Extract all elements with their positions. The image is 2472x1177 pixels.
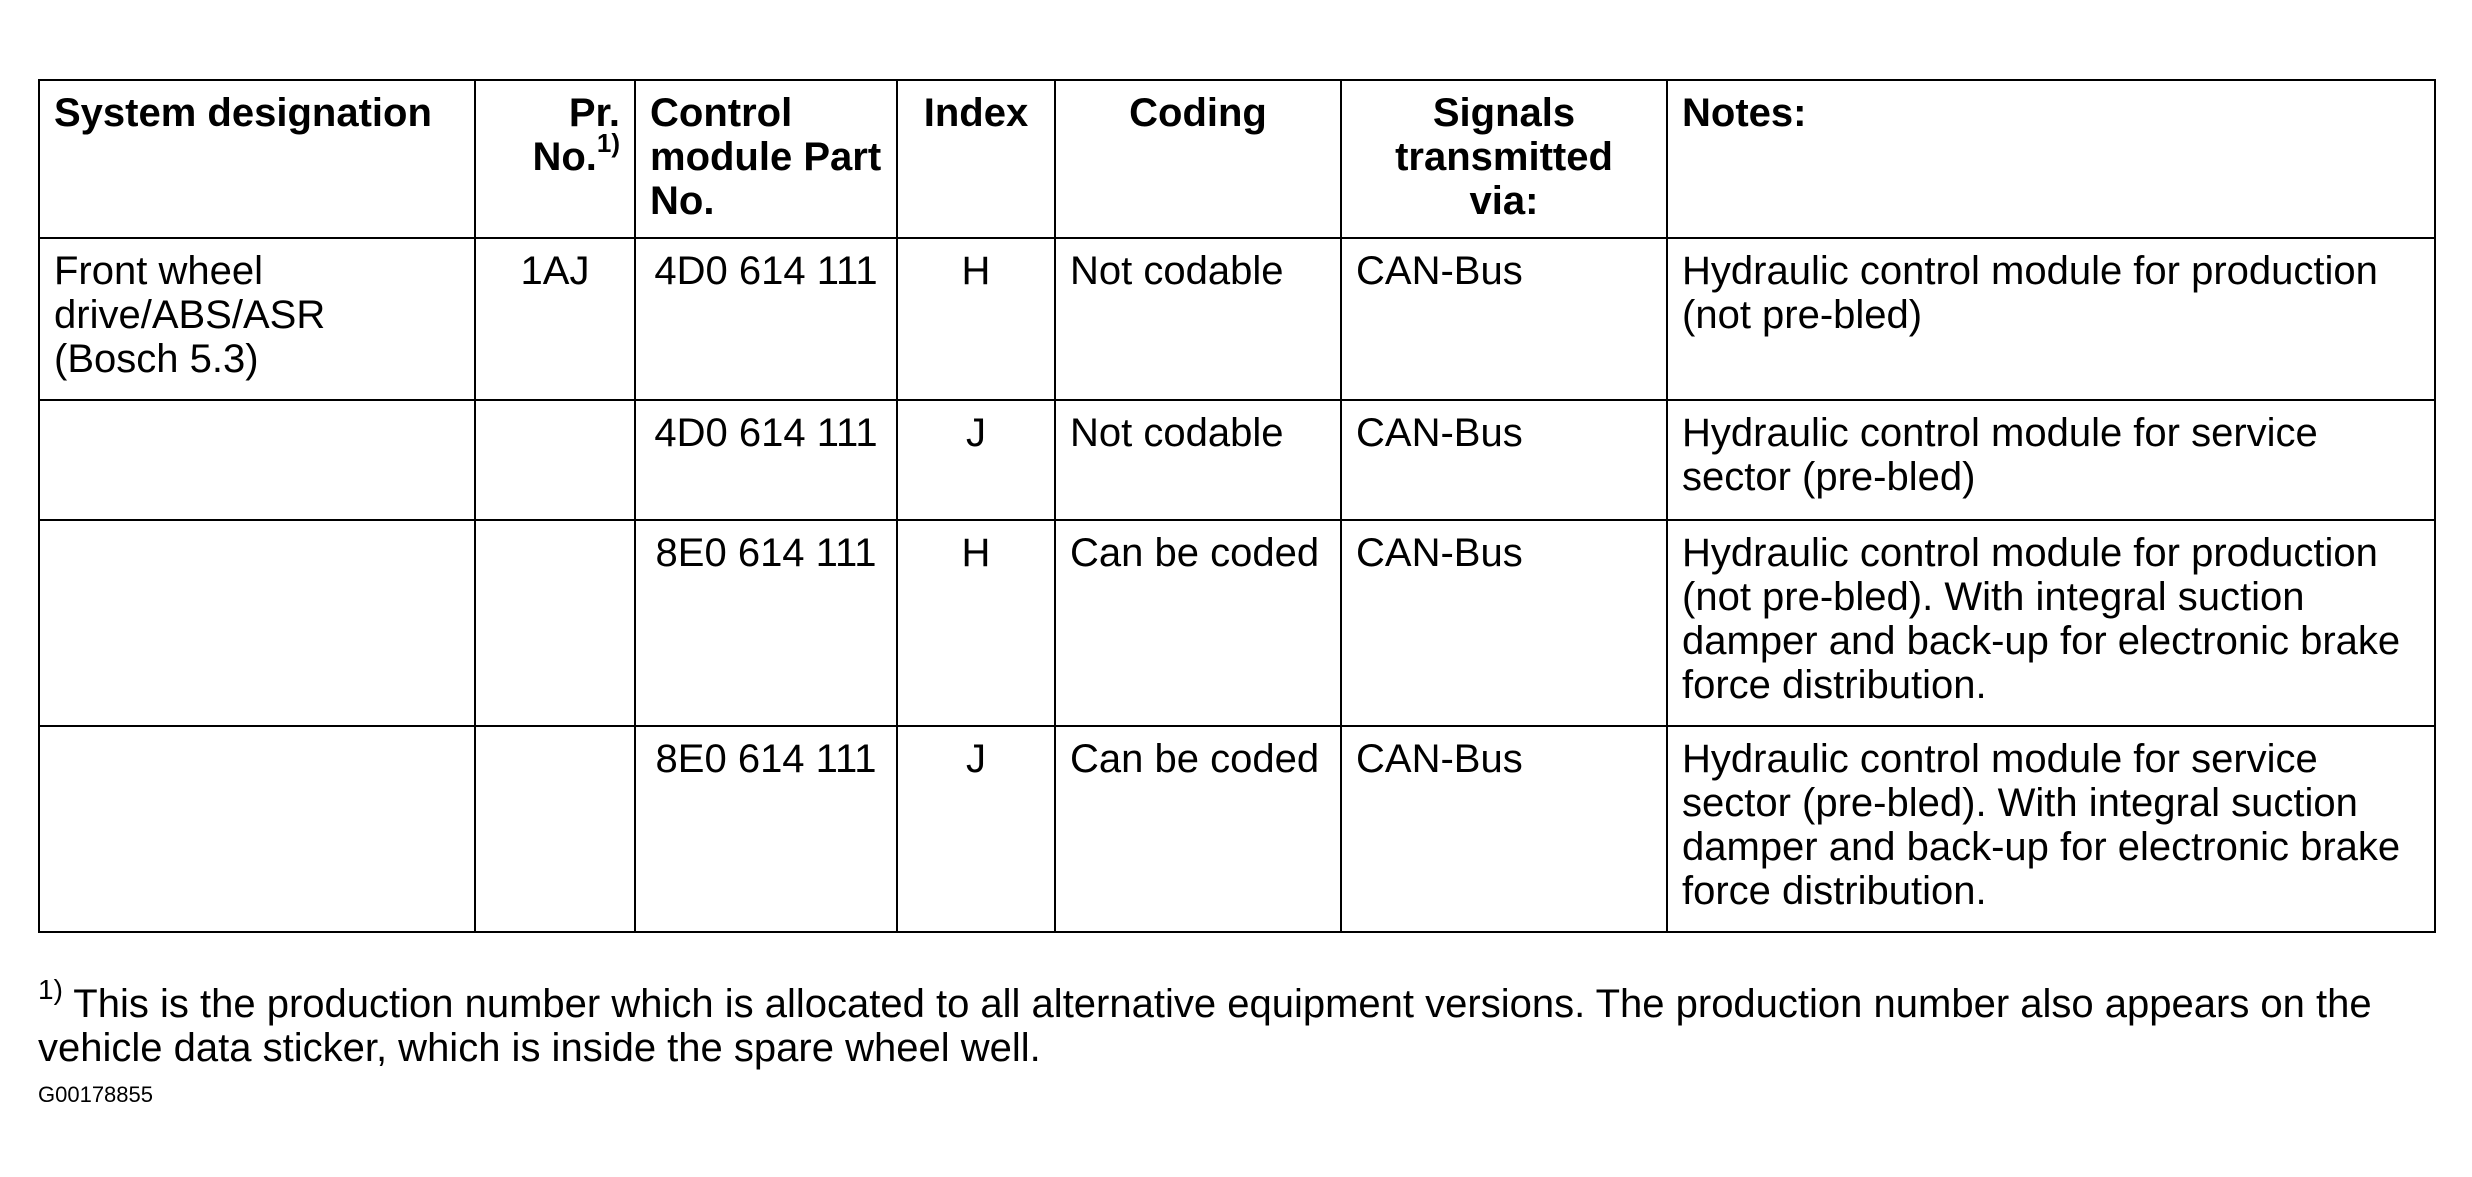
cell-notes: Hydraulic control module for production (not pre-bled). With integral suction damper and back-up for electronic brake force distribution. — [1667, 520, 2435, 726]
cell-index: J — [897, 726, 1055, 932]
table-row — [39, 238, 2435, 400]
cell-signals: CAN-Bus — [1341, 520, 1667, 726]
cell-system-designation: Front wheel drive/ABS/ASR (Bosch 5.3) — [39, 238, 475, 400]
table-row — [39, 520, 2435, 726]
cell-coding: Can be coded — [1055, 520, 1341, 726]
cell-notes: Hydraulic control module for production (not pre-bled) — [1667, 238, 2435, 400]
cell-signals: CAN-Bus — [1341, 238, 1667, 400]
table-row — [39, 726, 2435, 932]
cell-signals: CAN-Bus — [1341, 726, 1667, 932]
header-coding: Coding — [1055, 80, 1341, 238]
parts-table-container — [38, 79, 2434, 933]
cell-coding: Can be coded — [1055, 726, 1341, 932]
footnote-text: This is the production number which is allocated to all alternative equipment versions. The production number also appears on the vehicle data sticker, which is inside the spare wheel well. — [38, 982, 2372, 1070]
header-pr-no — [475, 80, 635, 238]
header-index: Index — [897, 80, 1055, 238]
header-notes: Notes: — [1667, 80, 2435, 238]
parts-table — [38, 79, 2436, 933]
header-part-no: Control module Part No. — [635, 80, 897, 238]
cell-pr-no — [475, 520, 635, 726]
cell-pr-no — [475, 400, 635, 520]
cell-coding: Not codable — [1055, 238, 1341, 400]
cell-coding: Not codable — [1055, 400, 1341, 520]
cell-part-no: 8E0 614 111 — [635, 520, 897, 726]
cell-system-designation — [39, 520, 475, 726]
cell-index: J — [897, 400, 1055, 520]
cell-pr-no: 1AJ — [475, 238, 635, 400]
cell-pr-no — [475, 726, 635, 932]
cell-signals: CAN-Bus — [1341, 400, 1667, 520]
cell-part-no: 4D0 614 111 — [635, 400, 897, 520]
footnote — [38, 973, 2438, 1070]
cell-system-designation — [39, 400, 475, 520]
cell-part-no: 8E0 614 111 — [635, 726, 897, 932]
footnote-marker: 1) — [38, 973, 63, 1005]
image-reference-id: G00178855 — [38, 1082, 153, 1107]
header-signals: Signals transmitted via: — [1341, 80, 1667, 238]
header-pr-no-footnote-marker: 1) — [596, 127, 620, 158]
cell-notes: Hydraulic control module for service sector (pre-bled) — [1667, 400, 2435, 520]
header-system-designation: System designation — [39, 80, 475, 238]
cell-index: H — [897, 520, 1055, 726]
cell-part-no: 4D0 614 111 — [635, 238, 897, 400]
cell-index: H — [897, 238, 1055, 400]
cell-notes: Hydraulic control module for service sector (pre-bled). With integral suction damper and back-up for electronic brake force distribution. — [1667, 726, 2435, 932]
cell-system-designation — [39, 726, 475, 932]
header-pr-no-label: Pr. No. — [532, 91, 620, 179]
header-row — [39, 80, 2435, 238]
table-row — [39, 400, 2435, 520]
